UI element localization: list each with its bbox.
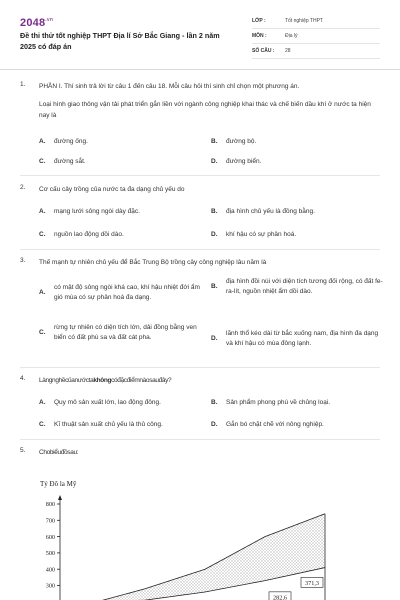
divider — [20, 175, 380, 176]
y-tick-label: 500 — [45, 550, 55, 558]
y-tick-label: 700 — [45, 517, 55, 525]
site-logo[interactable] — [20, 17, 53, 29]
option-letter: C. — [39, 421, 46, 428]
chart — [0, 470, 400, 600]
option-text: Quy mô sản xuất lớn, lao động đông. — [54, 399, 161, 406]
option-letter: A. — [39, 138, 46, 145]
logo-text: 2048 — [20, 17, 46, 29]
option-letter: D. — [211, 231, 218, 238]
question-number: 2. — [20, 184, 26, 191]
option-b[interactable] — [211, 398, 383, 408]
option-letter: A. — [39, 399, 46, 406]
data-label: 371,3 — [305, 579, 319, 587]
option-b[interactable] — [211, 137, 381, 147]
question-number: 4. — [20, 375, 26, 382]
option-text: rừng tự nhiên có diện tích lớn, dải đồng bằng ven biển có đất phù sa và đất cát pha. — [54, 324, 197, 341]
option-text: nguồn lao động dồi dào. — [54, 231, 124, 238]
option-text: Sản phẩm phong phú về chủng loại. — [226, 399, 331, 406]
y-tick-label: 400 — [45, 566, 55, 574]
meta-key: LỚP : — [252, 18, 266, 24]
option-c[interactable] — [39, 230, 204, 240]
option-text: đường sắt. — [54, 158, 86, 165]
divider — [20, 249, 380, 250]
option-letter: A. — [39, 208, 46, 215]
option-text: đường ống. — [54, 138, 88, 145]
option-letter: A. — [39, 289, 46, 296]
document-header — [0, 0, 400, 70]
section-intro: PHẦN I. Thí sinh trả lời từ câu 1 đến câu 18. Mỗi câu hỏi thí sinh chỉ chọn một phương án. — [39, 83, 300, 90]
option-text: Gắn bó chặt chẽ với nông nghiệp. — [226, 421, 324, 428]
chart-svg — [0, 470, 400, 600]
meta-value: 28 — [285, 48, 291, 54]
data-label: 282,6 — [273, 594, 287, 600]
y-tick-label: 600 — [45, 533, 55, 541]
option-a[interactable] — [39, 398, 209, 408]
meta-row-count — [252, 44, 380, 59]
option-d[interactable] — [211, 329, 383, 349]
option-c[interactable] — [39, 157, 204, 167]
option-text: đường bộ. — [226, 138, 257, 145]
area-band — [85, 514, 325, 600]
question-text-before: Làngnghềcủanướcta — [39, 377, 94, 384]
option-d[interactable] — [211, 157, 381, 167]
option-d[interactable] — [211, 420, 383, 430]
option-letter: D. — [211, 158, 218, 165]
option-letter: B. — [211, 283, 218, 290]
option-letter: C. — [39, 231, 46, 238]
question-text-emphasis: không — [93, 377, 112, 384]
option-text: địa hình đồi núi với diện tích tương đối rộng, có đất fe-ra-lít, nguồn nhiệt ẩm dồi dào. — [226, 278, 383, 295]
question-text: Chobiểuđồsau: — [39, 449, 79, 456]
option-c[interactable] — [39, 420, 209, 430]
question-text-after: cóđặcđiểmnàosauđây? — [111, 377, 172, 384]
exam-title: Đề thi thử tốt nghiệp THPT Địa lí Sở Bắc Giang - lần 2 năm 2025 có đáp án — [20, 31, 220, 51]
meta-key: SỐ CÂU : — [252, 48, 275, 54]
option-letter: C. — [39, 158, 46, 165]
option-c[interactable] — [39, 323, 209, 343]
option-a[interactable] — [39, 137, 204, 147]
option-text: khí hậu có sự phân hoá. — [226, 231, 297, 238]
option-d[interactable] — [211, 230, 381, 240]
question-text: Cơ cấu cây trồng của nước ta đa dạng chủ yếu do — [39, 186, 185, 193]
meta-row-class — [252, 14, 380, 29]
option-text: mạng lưới sông ngòi dày đặc. — [54, 208, 140, 215]
divider — [20, 439, 380, 440]
option-text: đường biển. — [226, 158, 262, 165]
option-text: Kĩ thuật sản xuất chủ yếu là thủ công. — [54, 421, 163, 428]
option-letter: D. — [211, 421, 218, 428]
logo-suffix: .vn — [45, 17, 54, 23]
question-text: Thế mạnh tự nhiên chủ yếu để Bắc Trung Bộ trồng cây công nghiệp lâu năm là — [39, 259, 267, 266]
option-text: có mật độ sông ngòi khá cao, khí hậu nhiệt đới ẩm gió mùa có sự phân hoá đa dạng. — [54, 284, 200, 301]
exam-meta — [252, 14, 380, 59]
option-b[interactable] — [211, 277, 383, 297]
y-axis-arrow — [58, 495, 62, 500]
option-text: lãnh thổ kéo dài từ bắc xuống nam, địa hình đa dạng và khí hậu có mùa đông lạnh. — [226, 330, 379, 347]
question-number: 3. — [20, 257, 26, 264]
chart-layer — [46, 495, 325, 600]
meta-row-subject — [252, 29, 380, 44]
chart-ylabel: Tỷ Đô la Mỹ — [40, 480, 77, 488]
question-text — [39, 375, 384, 386]
meta-value: Địa lý — [285, 33, 298, 39]
y-tick-label: 300 — [45, 582, 55, 590]
option-letter: B. — [211, 138, 218, 145]
option-text: địa hình chủ yếu là đồng bằng. — [226, 208, 315, 215]
option-letter: C. — [39, 329, 46, 336]
meta-key: MÔN : — [252, 33, 267, 39]
option-letter: B. — [211, 399, 218, 406]
question-text: Loại hình giao thông vận tải phát triển gắn liền với ngành công nghiệp khai thác và chế biến dầu khí ở nước ta hiện nay là — [39, 101, 371, 119]
option-letter: D. — [211, 335, 218, 342]
question-number: 1. — [20, 81, 26, 88]
divider — [20, 367, 380, 368]
option-b[interactable] — [211, 207, 381, 217]
option-letter: B. — [211, 208, 218, 215]
y-tick-label: 800 — [45, 501, 55, 509]
option-a[interactable] — [39, 283, 209, 303]
option-a[interactable] — [39, 207, 204, 217]
meta-value: Tốt nghiệp THPT — [285, 18, 323, 24]
question-number: 5. — [20, 447, 26, 454]
